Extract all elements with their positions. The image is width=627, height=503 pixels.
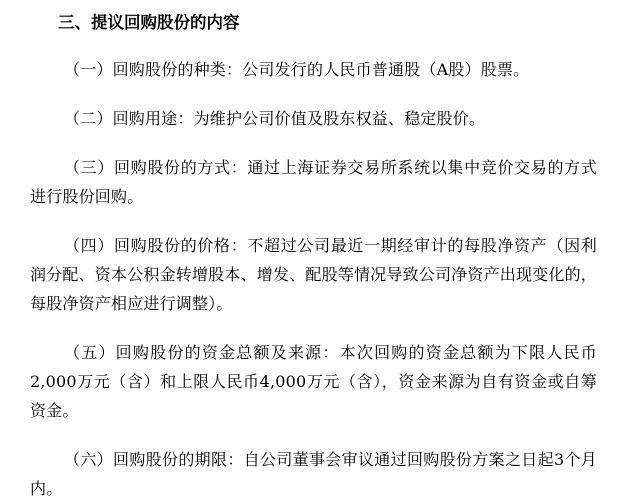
paragraph-repurchase-period: （六）回购股份的期限：自公司董事会审议通过回购股份方案之日起3个月内。 [30, 450, 597, 498]
paragraph-fund-amount-source: （五）回购股份的资金总额及来源：本次回购的资金总额为下限人民币2,000万元（含）和上限人民币4,000万元（含），资金来源为自有资金或自筹资金。 [30, 343, 597, 420]
paragraph-repurchase-purpose: （二）回购用途：为维护公司价值及股东权益、稳定股价。 [64, 109, 486, 128]
paragraph-share-type: （一）回购股份的种类：公司发行的人民币普通股（A股）股票。 [64, 60, 530, 79]
section-heading: 三、提议回购股份的内容 [58, 13, 240, 32]
paragraph-repurchase-method: （三）回购股份的方式：通过上海证券交易所系统以集中竞价交易的方式进行股份回购。 [30, 158, 597, 206]
paragraph-repurchase-price: （四）回购股份的价格：不超过公司最近一期经审计的每股净资产（因利润分配、资本公积金转增股本、增发、配股等情况导致公司净资产出现变化的，每股净资产相应进行调整）。 [30, 236, 598, 313]
